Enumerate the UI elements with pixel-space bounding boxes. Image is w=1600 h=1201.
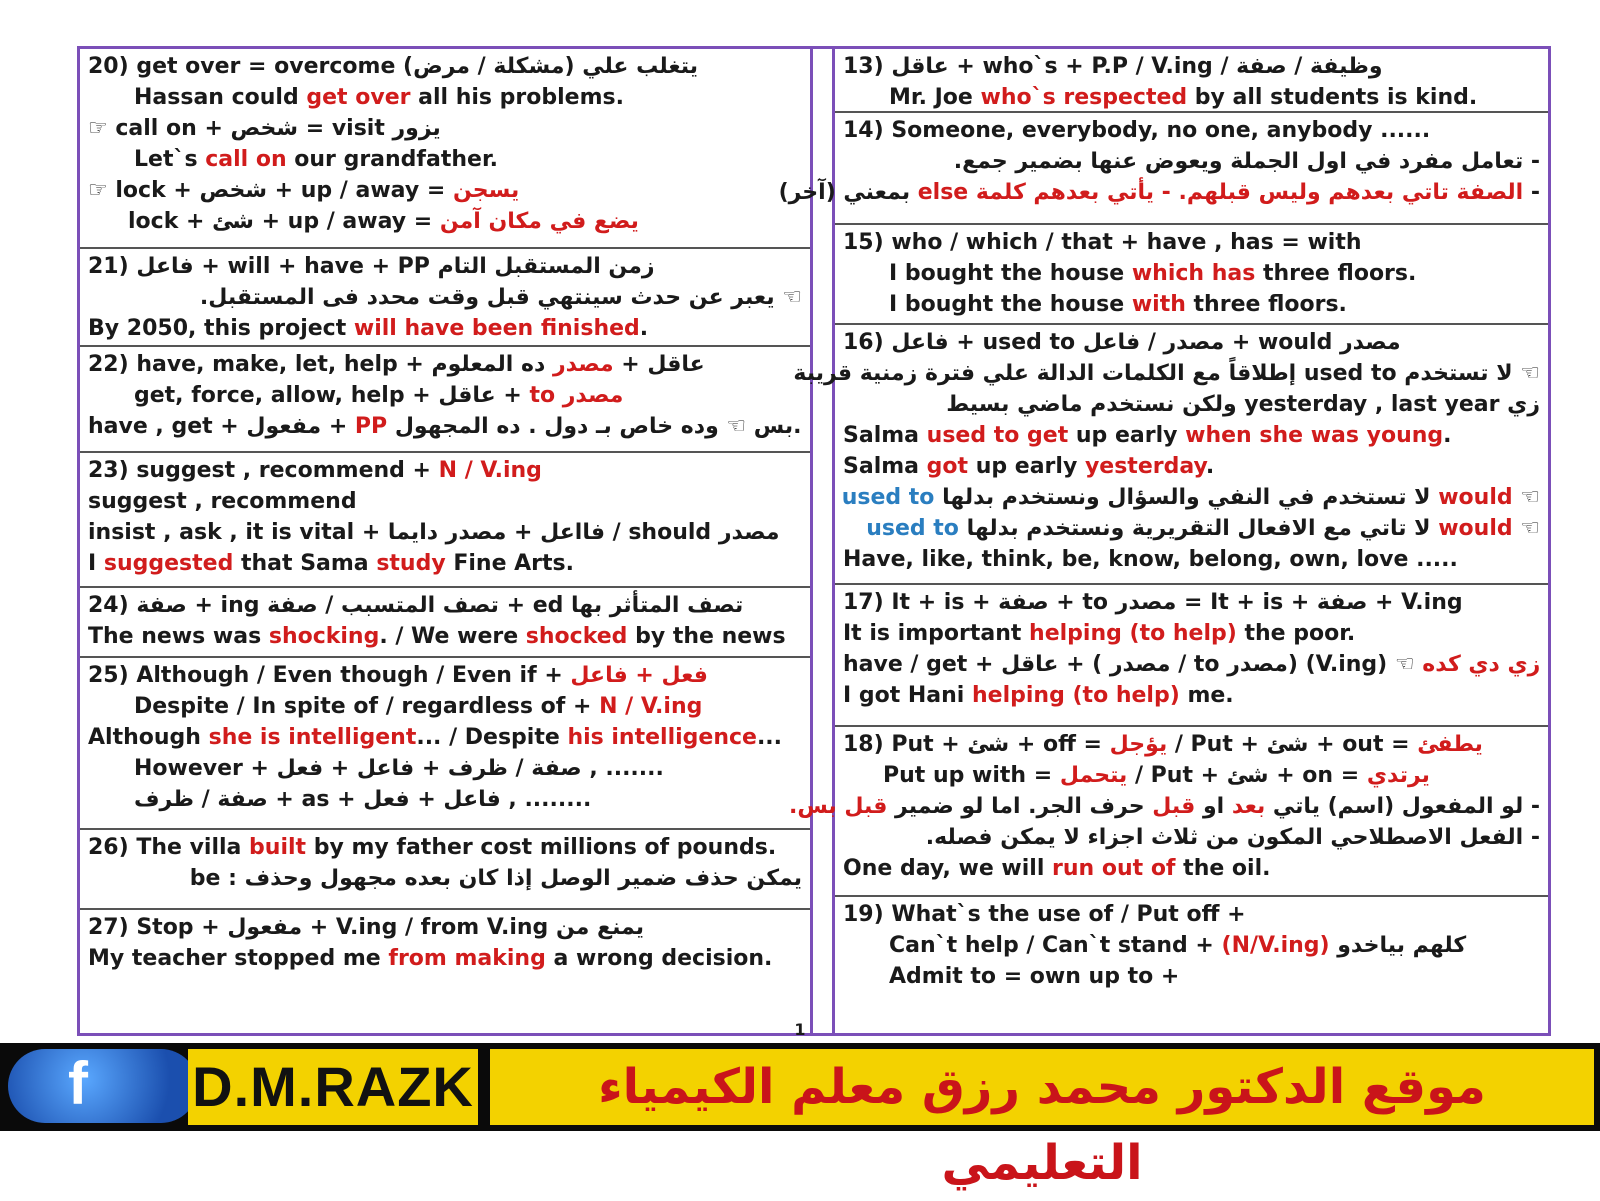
line-text: Salma — [843, 423, 927, 448]
line-text: It is important — [843, 621, 1030, 646]
rule-line — [88, 832, 802, 863]
line-text: 20) get over = overcome — [88, 54, 404, 79]
line-text: three floors. — [1185, 292, 1347, 317]
rule-line — [88, 411, 802, 442]
blue-highlight-text: used to — [841, 485, 935, 510]
right-rule-section — [793, 325, 1548, 585]
line-text: 26) The villa — [88, 835, 250, 860]
left-rule-section — [80, 588, 810, 658]
line-text: Mr. Joe — [889, 85, 981, 110]
line-text: ☜ يعبر عن حدث سينتهي قبل وقت محدد فى المستقبل. — [199, 285, 802, 310]
rule-line — [843, 146, 1540, 177]
line-text: lock + شئ + up / away = — [128, 209, 440, 234]
rule-line — [788, 791, 1540, 822]
rule-line — [88, 144, 802, 175]
line-text: Despite / In spite of / regardless of + — [134, 694, 600, 719]
highlight-text: يرتدي — [1366, 763, 1430, 788]
line-text: suggest , recommend — [88, 489, 357, 514]
rule-line — [843, 289, 1540, 320]
line-text: حرف الجر. اما لو ضمير — [887, 794, 1153, 819]
notes-page — [77, 46, 1551, 1036]
line-text: the oil. — [1175, 856, 1271, 881]
highlight-text: N / V.ing — [438, 458, 542, 483]
left-rule-section — [80, 249, 810, 347]
rule-line — [843, 822, 1540, 853]
highlight-text: shocking — [268, 624, 380, 649]
right-rule-section — [788, 727, 1548, 897]
line-text: - تعامل مفرد في اول الجملة ويعوض عنها بضمير جمع. — [953, 149, 1540, 174]
rule-line — [88, 548, 802, 579]
highlight-text: يؤجل — [1109, 732, 1168, 757]
rule-line — [88, 753, 802, 784]
line-text: insist , ask , it is vital + فااعل + مصدر دايما / should مصدر — [88, 520, 780, 545]
rule-line — [88, 175, 802, 206]
highlight-text: would — [1438, 516, 1513, 541]
line-text: لا تستخدم في النفي والسؤال ونستخدم بدلها — [934, 485, 1439, 510]
line-text: / Put + شئ + on = — [1127, 763, 1367, 788]
rule-line — [88, 282, 802, 313]
line-text: 23) suggest , recommend + — [88, 458, 439, 483]
line-text: 27) Stop + مفعول + V.ing / from V.ing يمنع من — [88, 915, 645, 940]
highlight-text: بعد — [1231, 794, 1266, 819]
left-column — [80, 49, 813, 1033]
right-rule-section — [778, 113, 1548, 225]
highlight-text: قبل بس. — [788, 794, 888, 819]
rule-line — [843, 760, 1540, 791]
line-text: Admit to = own up to + — [889, 964, 1180, 989]
rule-line — [843, 51, 1540, 82]
rule-line — [88, 380, 802, 411]
line-text: 21) فاعل + will + have + PP زمن المستقبل التام — [88, 254, 655, 279]
line-text: Put up with = — [883, 763, 1060, 788]
line-text: The news was — [88, 624, 269, 649]
line-text: 25) Although / Even though / Even if + — [88, 663, 571, 688]
line-text: 22) have, make, let, help + عاقل + — [88, 352, 705, 377]
rule-line — [778, 177, 1540, 208]
footer-banner — [0, 1043, 1600, 1191]
highlight-text: shocked — [525, 624, 628, 649]
line-text: our grandfather. — [286, 147, 499, 172]
line-text: Hassan could — [134, 85, 307, 110]
line-text: have / get + عاقل + ( مصدر / to مصدر) (V.ing) ☜ — [843, 652, 1423, 677]
left-rule-section — [80, 910, 810, 1000]
line-text: have , get + مفعول + — [88, 414, 355, 439]
rule-line — [843, 544, 1540, 575]
rule-line — [88, 349, 802, 380]
rule-line — [843, 587, 1540, 618]
rule-line — [843, 227, 1540, 258]
line-text: / Put + شئ + out = — [1167, 732, 1418, 757]
rule-line — [843, 82, 1540, 113]
line-text: ☜ — [1512, 485, 1540, 510]
rule-line — [843, 513, 1540, 544]
highlight-text: when she was young — [1185, 423, 1444, 448]
line-text: One day, we will — [843, 856, 1053, 881]
facebook-letter: f — [68, 1050, 88, 1117]
rule-line — [843, 327, 1540, 358]
rule-line — [88, 251, 802, 282]
site-title: موقع الدكتور محمد رزق معلم الكيمياء التعليمي — [490, 1049, 1594, 1125]
highlight-text: which has — [1131, 261, 1256, 286]
line-text: - لو المفعول (اسم) ياتي — [1265, 794, 1540, 819]
rule-line — [88, 517, 802, 548]
line-text: all his problems. — [410, 85, 624, 110]
line-text: the poor. — [1236, 621, 1356, 646]
rule-line — [88, 722, 802, 753]
line-text: او — [1195, 794, 1232, 819]
rule-line — [88, 51, 802, 82]
highlight-text: N / V.ing — [599, 694, 703, 719]
rule-line — [843, 899, 1540, 930]
rule-line — [843, 258, 1540, 289]
line-text: زي yesterday , last year ولكن نستخدم ماضي بسيط — [946, 392, 1540, 417]
line-text: Although — [88, 725, 209, 750]
line-text: 19) What`s the use of / Put off + — [843, 902, 1246, 927]
line-text: that Sama — [233, 551, 377, 576]
line-text: ☞ lock + شخص + up / away = — [88, 178, 453, 203]
line-text: . — [1443, 423, 1452, 448]
line-text: My teacher stopped me — [88, 946, 389, 971]
line-text: up early — [1068, 423, 1186, 448]
highlight-text: يسجن — [452, 178, 520, 203]
highlight-text: PP — [354, 414, 388, 439]
blue-highlight-text: used to — [866, 516, 959, 541]
line-text: 15) who / which / that + have , has = with — [843, 230, 1362, 255]
highlight-text: call on — [205, 147, 287, 172]
page-number: 1 — [794, 1020, 806, 1039]
highlight-text: زي دي كده — [1422, 652, 1541, 677]
highlight-text: run out of — [1052, 856, 1176, 881]
line-text: by all students is kind. — [1187, 85, 1478, 110]
rule-line — [793, 358, 1540, 389]
line-text: I bought the house — [889, 261, 1132, 286]
rule-line — [843, 389, 1540, 420]
highlight-text: got — [926, 454, 969, 479]
rule-line — [843, 961, 1540, 992]
right-rule-section — [835, 225, 1548, 325]
highlight-text: built — [249, 835, 307, 860]
highlight-text: الصفة تاتي بعدهم وليس قبلهم. - يأتي بعدهم كلمة else — [917, 180, 1524, 205]
line-text: Salma — [843, 454, 927, 479]
rule-line — [88, 113, 802, 144]
line-text: كلهم بياخدو — [1329, 933, 1467, 958]
line-text: صفة / ظرف + as + فاعل + فعل , ........ — [134, 787, 592, 812]
left-rule-section — [80, 49, 810, 249]
line-text: I got Hani — [843, 683, 973, 708]
line-text: ده المعلوم — [431, 352, 553, 377]
highlight-text: قبل — [1152, 794, 1196, 819]
highlight-text: to مصدر — [529, 383, 624, 408]
line-text: a wrong decision. — [545, 946, 773, 971]
left-rule-section — [80, 658, 810, 830]
rule-line — [843, 451, 1540, 482]
line-text: بمعني (آخر) — [778, 180, 918, 205]
highlight-text: would — [1438, 485, 1513, 510]
highlight-text: used to get — [926, 423, 1069, 448]
highlight-text: with — [1131, 292, 1186, 317]
rule-line — [88, 82, 802, 113]
line-text: ☜ لا تستخدم used to إطلاقاً مع الكلمات الدالة علي فترة زمنية قريبة — [793, 361, 1540, 386]
line-text: ☞ call on + شخص = visit يزور — [88, 116, 441, 141]
highlight-text: فعل + فاعل — [570, 663, 708, 688]
line-text: 13) عاقل + who`s + P.P / V.ing / وظيفة / صفة — [843, 54, 1383, 79]
line-text: - الفعل الاصطلاحي المكون من ثلاث اجزاء لا يمكن فصله. — [925, 825, 1540, 850]
line-text: However + صفة / ظرف + فاعل + فعل , ....... — [134, 756, 664, 781]
line-text: بس ☜ وده خاص بـ دول . ده المجهول. — [387, 414, 802, 439]
line-text: Can`t help / Can`t stand + — [889, 933, 1222, 958]
line-text: . — [639, 316, 649, 341]
line-text: 16) فاعل + used to مصدر / فاعل + would مصدر — [843, 330, 1401, 355]
line-text: - — [1523, 180, 1540, 205]
right-rule-section — [835, 585, 1548, 727]
highlight-text: his intelligence — [567, 725, 757, 750]
rule-line — [88, 455, 802, 486]
line-text: Have, like, think, be, know, belong, own, love ..... — [843, 547, 1458, 572]
brand-logo: D.M.RAZK — [188, 1049, 478, 1125]
rule-line — [843, 649, 1540, 680]
rule-line — [843, 115, 1540, 146]
rule-line — [88, 660, 802, 691]
line-text: I — [88, 551, 104, 576]
rule-line — [88, 206, 802, 237]
highlight-text: يضع في مكان آمن — [439, 209, 639, 234]
line-text: By 2050, this project — [88, 316, 354, 341]
highlight-text: suggested — [103, 551, 234, 576]
line-text: get, force, allow, help + عاقل + — [134, 383, 530, 408]
rule-line — [88, 313, 802, 344]
highlight-text: from making — [388, 946, 546, 971]
highlight-text: yesterday — [1084, 454, 1206, 479]
line-text: up early — [968, 454, 1085, 479]
line-text: 14) Someone, everybody, no one, anybody ...... — [843, 118, 1431, 143]
rule-line — [843, 618, 1540, 649]
highlight-text: she is intelligent — [208, 725, 417, 750]
line-text: Fine Arts. — [445, 551, 575, 576]
line-text: Let`s — [134, 147, 206, 172]
line-text: 24) صفة + ing تصف المتسبب / صفة + ed تصف المتأثر بها — [88, 593, 744, 618]
rule-line — [88, 912, 802, 943]
highlight-text: يتحمل — [1059, 763, 1128, 788]
line-text: يمكن حذف ضمير الوصل إذا كان بعده مجهول وحذف : be — [189, 866, 802, 891]
rule-line — [88, 863, 802, 894]
rule-line — [88, 621, 802, 652]
rule-line — [843, 930, 1540, 961]
facebook-icon[interactable] — [8, 1049, 198, 1123]
rule-line — [843, 853, 1540, 884]
highlight-text: helping (to help) — [972, 683, 1180, 708]
highlight-text: helping (to help) — [1029, 621, 1237, 646]
highlight-text: study — [376, 551, 446, 576]
line-text: I bought the house — [889, 292, 1132, 317]
right-rule-section — [835, 49, 1548, 113]
highlight-text: مصدر — [552, 352, 614, 377]
highlight-text: get over — [306, 85, 411, 110]
line-text: by my father cost millions of pounds. — [306, 835, 777, 860]
right-rule-section — [835, 897, 1548, 997]
rule-line — [88, 691, 802, 722]
highlight-text: will have been finished — [353, 316, 640, 341]
rule-line — [843, 729, 1540, 760]
highlight-text: يطفئ — [1417, 732, 1483, 757]
line-text: . / We were — [379, 624, 526, 649]
rule-line — [88, 943, 802, 974]
line-text: 17) It + is + صفة + to مصدر = It + is + صفة + V.ing — [843, 590, 1463, 615]
highlight-text: who`s respected — [980, 85, 1188, 110]
rule-line — [843, 420, 1540, 451]
left-rule-section — [80, 347, 810, 453]
right-column — [778, 49, 1548, 1033]
line-text: me. — [1179, 683, 1234, 708]
line-text: . — [1205, 454, 1215, 479]
line-text: ... — [756, 725, 783, 750]
line-text: three floors. — [1255, 261, 1417, 286]
rule-line — [88, 784, 802, 815]
rule-line — [843, 482, 1540, 513]
left-rule-section — [80, 830, 810, 910]
left-rule-section — [80, 453, 810, 588]
rule-line — [88, 486, 802, 517]
rule-line — [843, 680, 1540, 711]
line-text: 18) Put + شئ + off = — [843, 732, 1110, 757]
line-text: ☜ — [1512, 516, 1540, 541]
line-text: by the news — [627, 624, 786, 649]
rule-line — [88, 590, 802, 621]
line-text: لا تاتي مع الافعال التقريرية ونستخدم بدلها — [958, 516, 1439, 541]
highlight-text: (N/V.ing) — [1221, 933, 1330, 958]
line-text: يتغلب علي (مشكلة / مرض) — [403, 54, 699, 79]
line-text: ... / Despite — [416, 725, 568, 750]
